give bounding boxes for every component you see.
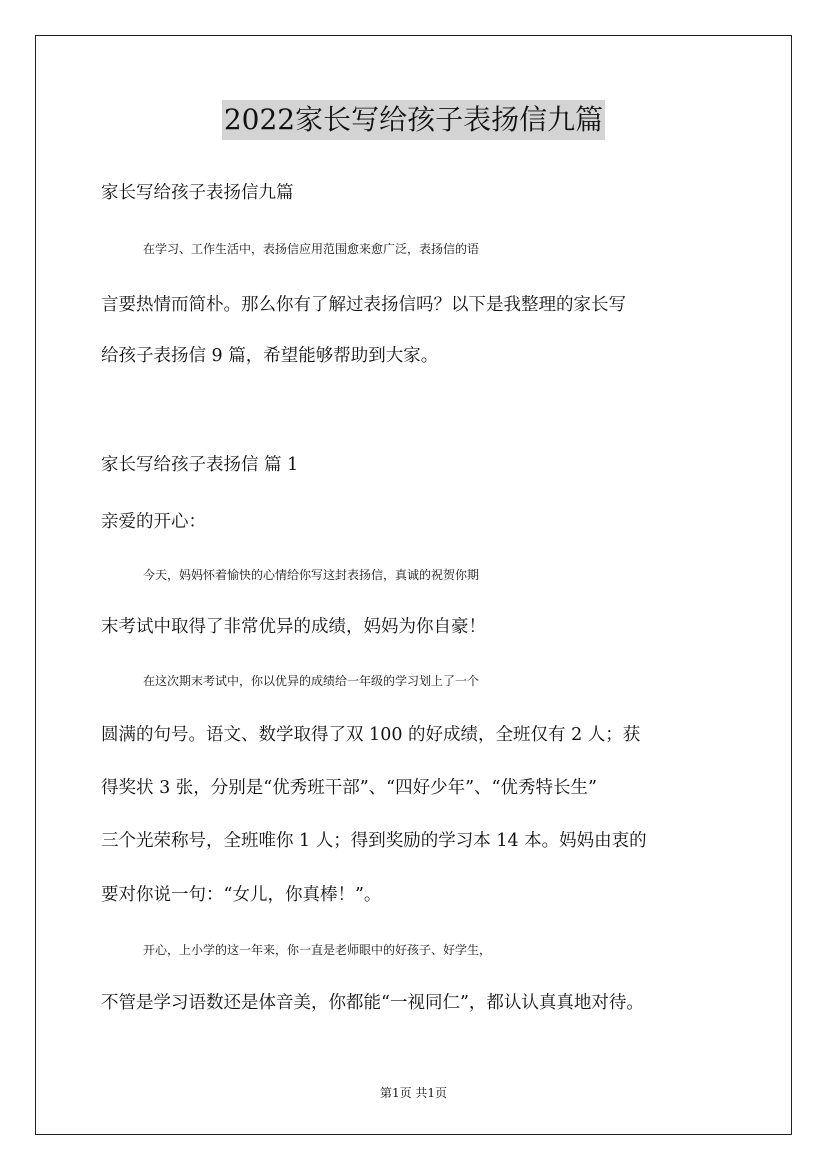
paragraph-line: 开心，上小学的这一年来，你一直是老师眼中的好孩子、好学生， — [143, 943, 492, 957]
intro-line: 在学习、工作生活中，表扬信应用范围愈来愈广泛，表扬信的语 — [143, 242, 480, 256]
intro-line: 给孩子表扬信 9 篇，希望能够帮助到大家。 — [101, 346, 439, 366]
document-title: 2022家长写给孩子表扬信九篇 — [222, 100, 605, 140]
paragraph-line: 在这次期末考试中，你以优异的成绩给一年级的学习划上了一个 — [143, 674, 480, 688]
page-number: 第1页 共1页 — [379, 1086, 448, 1100]
intro-line: 言要热情而简朴。那么你有了解过表扬信吗？以下是我整理的家长写 — [101, 295, 626, 315]
letter-greeting: 亲爱的开心： — [101, 512, 206, 532]
paragraph-line: 得奖状 3 张，分别是“优秀班干部”、“四好少年”、“优秀特长生” — [101, 778, 597, 798]
section-heading: 家长写给孩子表扬信 篇 1 — [101, 455, 299, 475]
paragraph-line: 三个光荣称号，全班唯你 1 人；得到奖励的学习本 14 本。妈妈由衷的 — [101, 831, 647, 851]
paragraph-line: 末考试中取得了非常优异的成绩，妈妈为你自豪！ — [101, 617, 486, 637]
paragraph-line: 圆满的句号。语文、数学取得了双 100 的好成绩，全班仅有 2 人；获 — [101, 725, 641, 745]
paragraph-line: 不管是学习语数还是体音美，你都能“一视同仁”，都认认真真地对待。 — [101, 993, 644, 1013]
paragraph-line: 要对你说一句：“女儿，你真棒！”。 — [101, 885, 382, 905]
document-subtitle: 家长写给孩子表扬信九篇 — [101, 183, 294, 203]
paragraph-line: 今天，妈妈怀着愉快的心情给你写这封表扬信，真诚的祝贺你期 — [143, 568, 480, 582]
